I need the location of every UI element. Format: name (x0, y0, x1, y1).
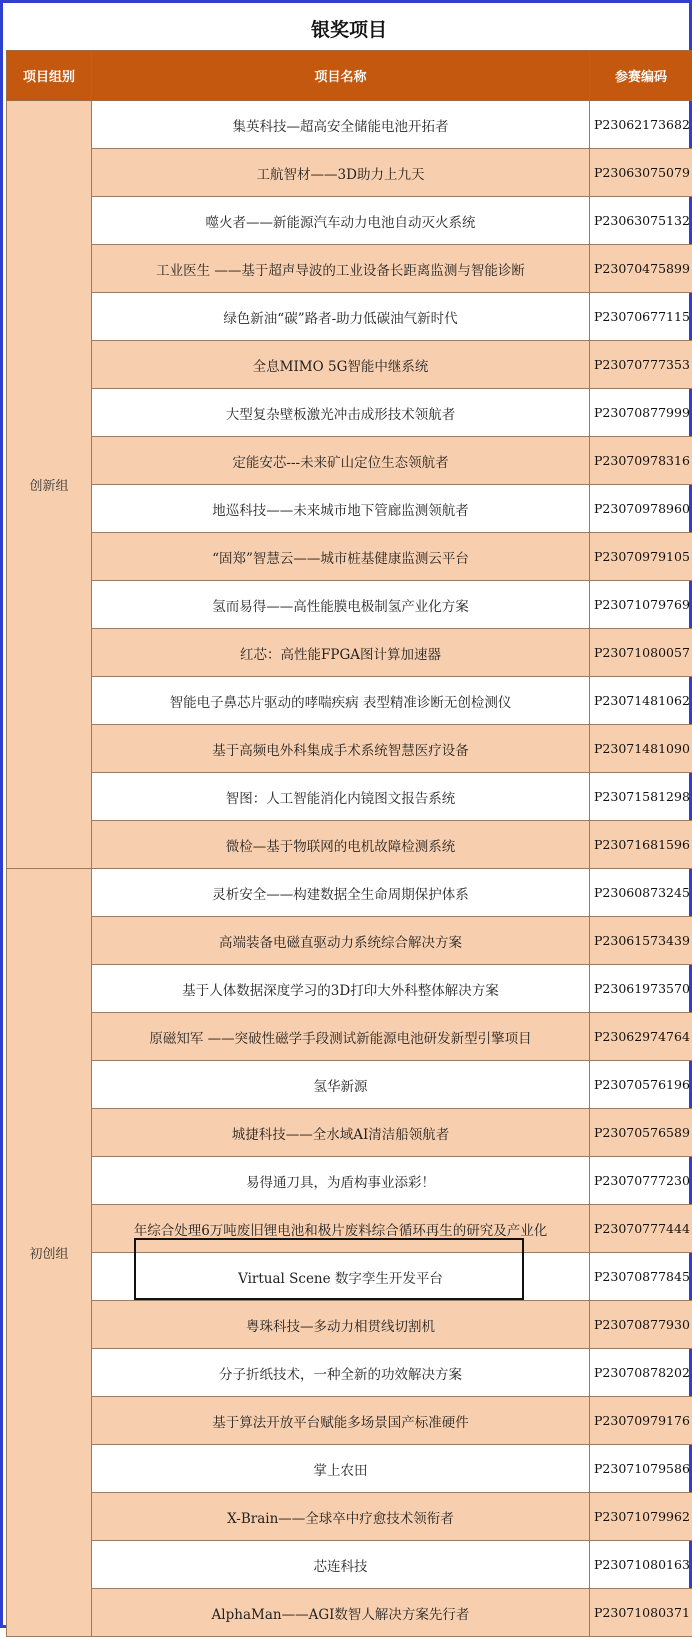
project-name-cell: 红芯：高性能FPGA图计算加速器 (92, 629, 590, 677)
entry-code-cell: P23070878202 (590, 1349, 692, 1397)
project-name-cell: 分子折纸技术，一种全新的功效解决方案 (92, 1349, 590, 1397)
group-cell: 初创组 (7, 869, 92, 1637)
table-row (7, 1013, 692, 1061)
entry-code-cell: P23062173682 (590, 101, 692, 149)
table-row (7, 1301, 692, 1349)
table-row (7, 1061, 692, 1109)
entry-code-cell: P23070777353 (590, 341, 692, 389)
entry-code-cell: P23070576196 (590, 1061, 692, 1109)
entry-code-cell: P23071079586 (590, 1445, 692, 1493)
entry-code-cell: P23070877930 (590, 1301, 692, 1349)
entry-code-cell: P23063075132 (590, 197, 692, 245)
table-row (7, 389, 692, 437)
table-row (7, 581, 692, 629)
table-row (7, 1589, 692, 1637)
table-row (7, 1445, 692, 1493)
project-name-cell: 基于高频电外科集成手术系统智慧医疗设备 (92, 725, 590, 773)
project-name-cell: 氢而易得——高性能膜电极制氢产业化方案 (92, 581, 590, 629)
entry-code-cell: P23070979176 (590, 1397, 692, 1445)
project-name-cell: 智图：人工智能消化内镜图文报告系统 (92, 773, 590, 821)
entry-code-cell: P23071079769 (590, 581, 692, 629)
project-name-cell: 灵析安全——构建数据全生命周期保护体系 (92, 869, 590, 917)
table-row (7, 101, 692, 149)
project-name-cell: 掌上农田 (92, 1445, 590, 1493)
entry-code-cell: P23060873245 (590, 869, 692, 917)
table-row (7, 1157, 692, 1205)
entry-code-cell: P23071080371 (590, 1589, 692, 1637)
project-name-cell: 基于人体数据深度学习的3D打印大外科整体解决方案 (92, 965, 590, 1013)
entry-code-cell: P23070978960 (590, 485, 692, 533)
table-row (7, 1493, 692, 1541)
project-name-cell: X-Brain——全球卒中疗愈技术领衔者 (92, 1493, 590, 1541)
entry-code-cell: P23071681596 (590, 821, 692, 869)
entry-code-cell: P23070777444 (590, 1205, 692, 1253)
project-name-cell: 芯连科技 (92, 1541, 590, 1589)
table-row (7, 869, 692, 917)
project-name-cell: 集英科技—超高安全储能电池开拓者 (92, 101, 590, 149)
header-group: 项目组别 (7, 51, 92, 101)
project-name-cell: 易得通刀具，为盾构事业添彩！ (92, 1157, 590, 1205)
table-row (7, 245, 692, 293)
entry-code-cell: P23063075079 (590, 149, 692, 197)
project-name-cell: 绿色新油“碳”路者-助力低碳油气新时代 (92, 293, 590, 341)
entry-code-cell: P23070877845 (590, 1253, 692, 1301)
project-name-cell: 高端装备电磁直驱动力系统综合解决方案 (92, 917, 590, 965)
table-row (7, 821, 692, 869)
table-header-row (7, 51, 692, 101)
table-row (7, 1109, 692, 1157)
table-row (7, 341, 692, 389)
table-row (7, 1349, 692, 1397)
table-row (7, 773, 692, 821)
group-cell: 创新组 (7, 101, 92, 869)
entry-code-cell: P23061973570 (590, 965, 692, 1013)
entry-code-cell: P23071079962 (590, 1493, 692, 1541)
project-name-cell: 噬火者——新能源汽车动力电池自动灭火系统 (92, 197, 590, 245)
entry-code-cell: P23070576589 (590, 1109, 692, 1157)
table-body (7, 101, 692, 1637)
project-name-cell: 基于算法开放平台赋能多场景国产标准硬件 (92, 1397, 590, 1445)
entry-code-cell: P23071481062 (590, 677, 692, 725)
entry-code-cell: P23062974764 (590, 1013, 692, 1061)
project-name-cell: AlphaMan——AGI数智人解决方案先行者 (92, 1589, 590, 1637)
project-name-cell: 微检—基于物联网的电机故障检测系统 (92, 821, 590, 869)
project-name-cell: 原磁知军 ——突破性磁学手段测试新能源电池研发新型引擎项目 (92, 1013, 590, 1061)
entry-code-cell: P23071080057 (590, 629, 692, 677)
entry-code-cell: P23071581298 (590, 773, 692, 821)
awards-table (6, 50, 692, 1637)
page-title: 银奖项目 (6, 6, 692, 50)
entry-code-cell: P23070877999 (590, 389, 692, 437)
entry-code-cell: P23071080163 (590, 1541, 692, 1589)
entry-code-cell: P23070677115 (590, 293, 692, 341)
table-row (7, 725, 692, 773)
table-row (7, 629, 692, 677)
project-name-cell: “固郑”智慧云——城市桩基健康监测云平台 (92, 533, 590, 581)
table-row (7, 149, 692, 197)
table-row (7, 1541, 692, 1589)
header-project-name: 项目名称 (92, 51, 590, 101)
project-name-cell: 粤珠科技—多动力相贯线切割机 (92, 1301, 590, 1349)
project-name-cell: 大型复杂壁板激光冲击成形技术领航者 (92, 389, 590, 437)
table-row (7, 437, 692, 485)
table-row (7, 1397, 692, 1445)
header-entry-code: 参赛编码 (590, 51, 692, 101)
table-row (7, 197, 692, 245)
project-name-cell: 智能电子鼻芯片驱动的哮喘疾病 表型精准诊断无创检测仪 (92, 677, 590, 725)
table-row (7, 485, 692, 533)
table-row (7, 293, 692, 341)
project-name-cell: 年综合处理6万吨废旧锂电池和极片废料综合循环再生的研究及产业化 (92, 1205, 590, 1253)
entry-code-cell: P23070777230 (590, 1157, 692, 1205)
project-name-cell: 工业医生 ——基于超声导波的工业设备长距离监测与智能诊断 (92, 245, 590, 293)
entry-code-cell: P23061573439 (590, 917, 692, 965)
project-name-cell: 全息MIMO 5G智能中继系统 (92, 341, 590, 389)
entry-code-cell: P23071481090 (590, 725, 692, 773)
table-row (7, 533, 692, 581)
project-name-cell: 氢华新源 (92, 1061, 590, 1109)
project-name-cell: 地巡科技——未来城市地下管廊监测领航者 (92, 485, 590, 533)
table-row (7, 1253, 692, 1301)
project-name-cell: Virtual Scene 数字孪生开发平台 (92, 1253, 590, 1301)
table-row (7, 965, 692, 1013)
table-row (7, 677, 692, 725)
table-row (7, 917, 692, 965)
project-name-cell: 城捷科技——全水域AI清洁船领航者 (92, 1109, 590, 1157)
project-name-cell: 工航智材——3D助力上九天 (92, 149, 590, 197)
project-name-cell: 定能安芯---未来矿山定位生态领航者 (92, 437, 590, 485)
entry-code-cell: P23070978316 (590, 437, 692, 485)
entry-code-cell: P23070475899 (590, 245, 692, 293)
table-row (7, 1205, 692, 1253)
entry-code-cell: P23070979105 (590, 533, 692, 581)
